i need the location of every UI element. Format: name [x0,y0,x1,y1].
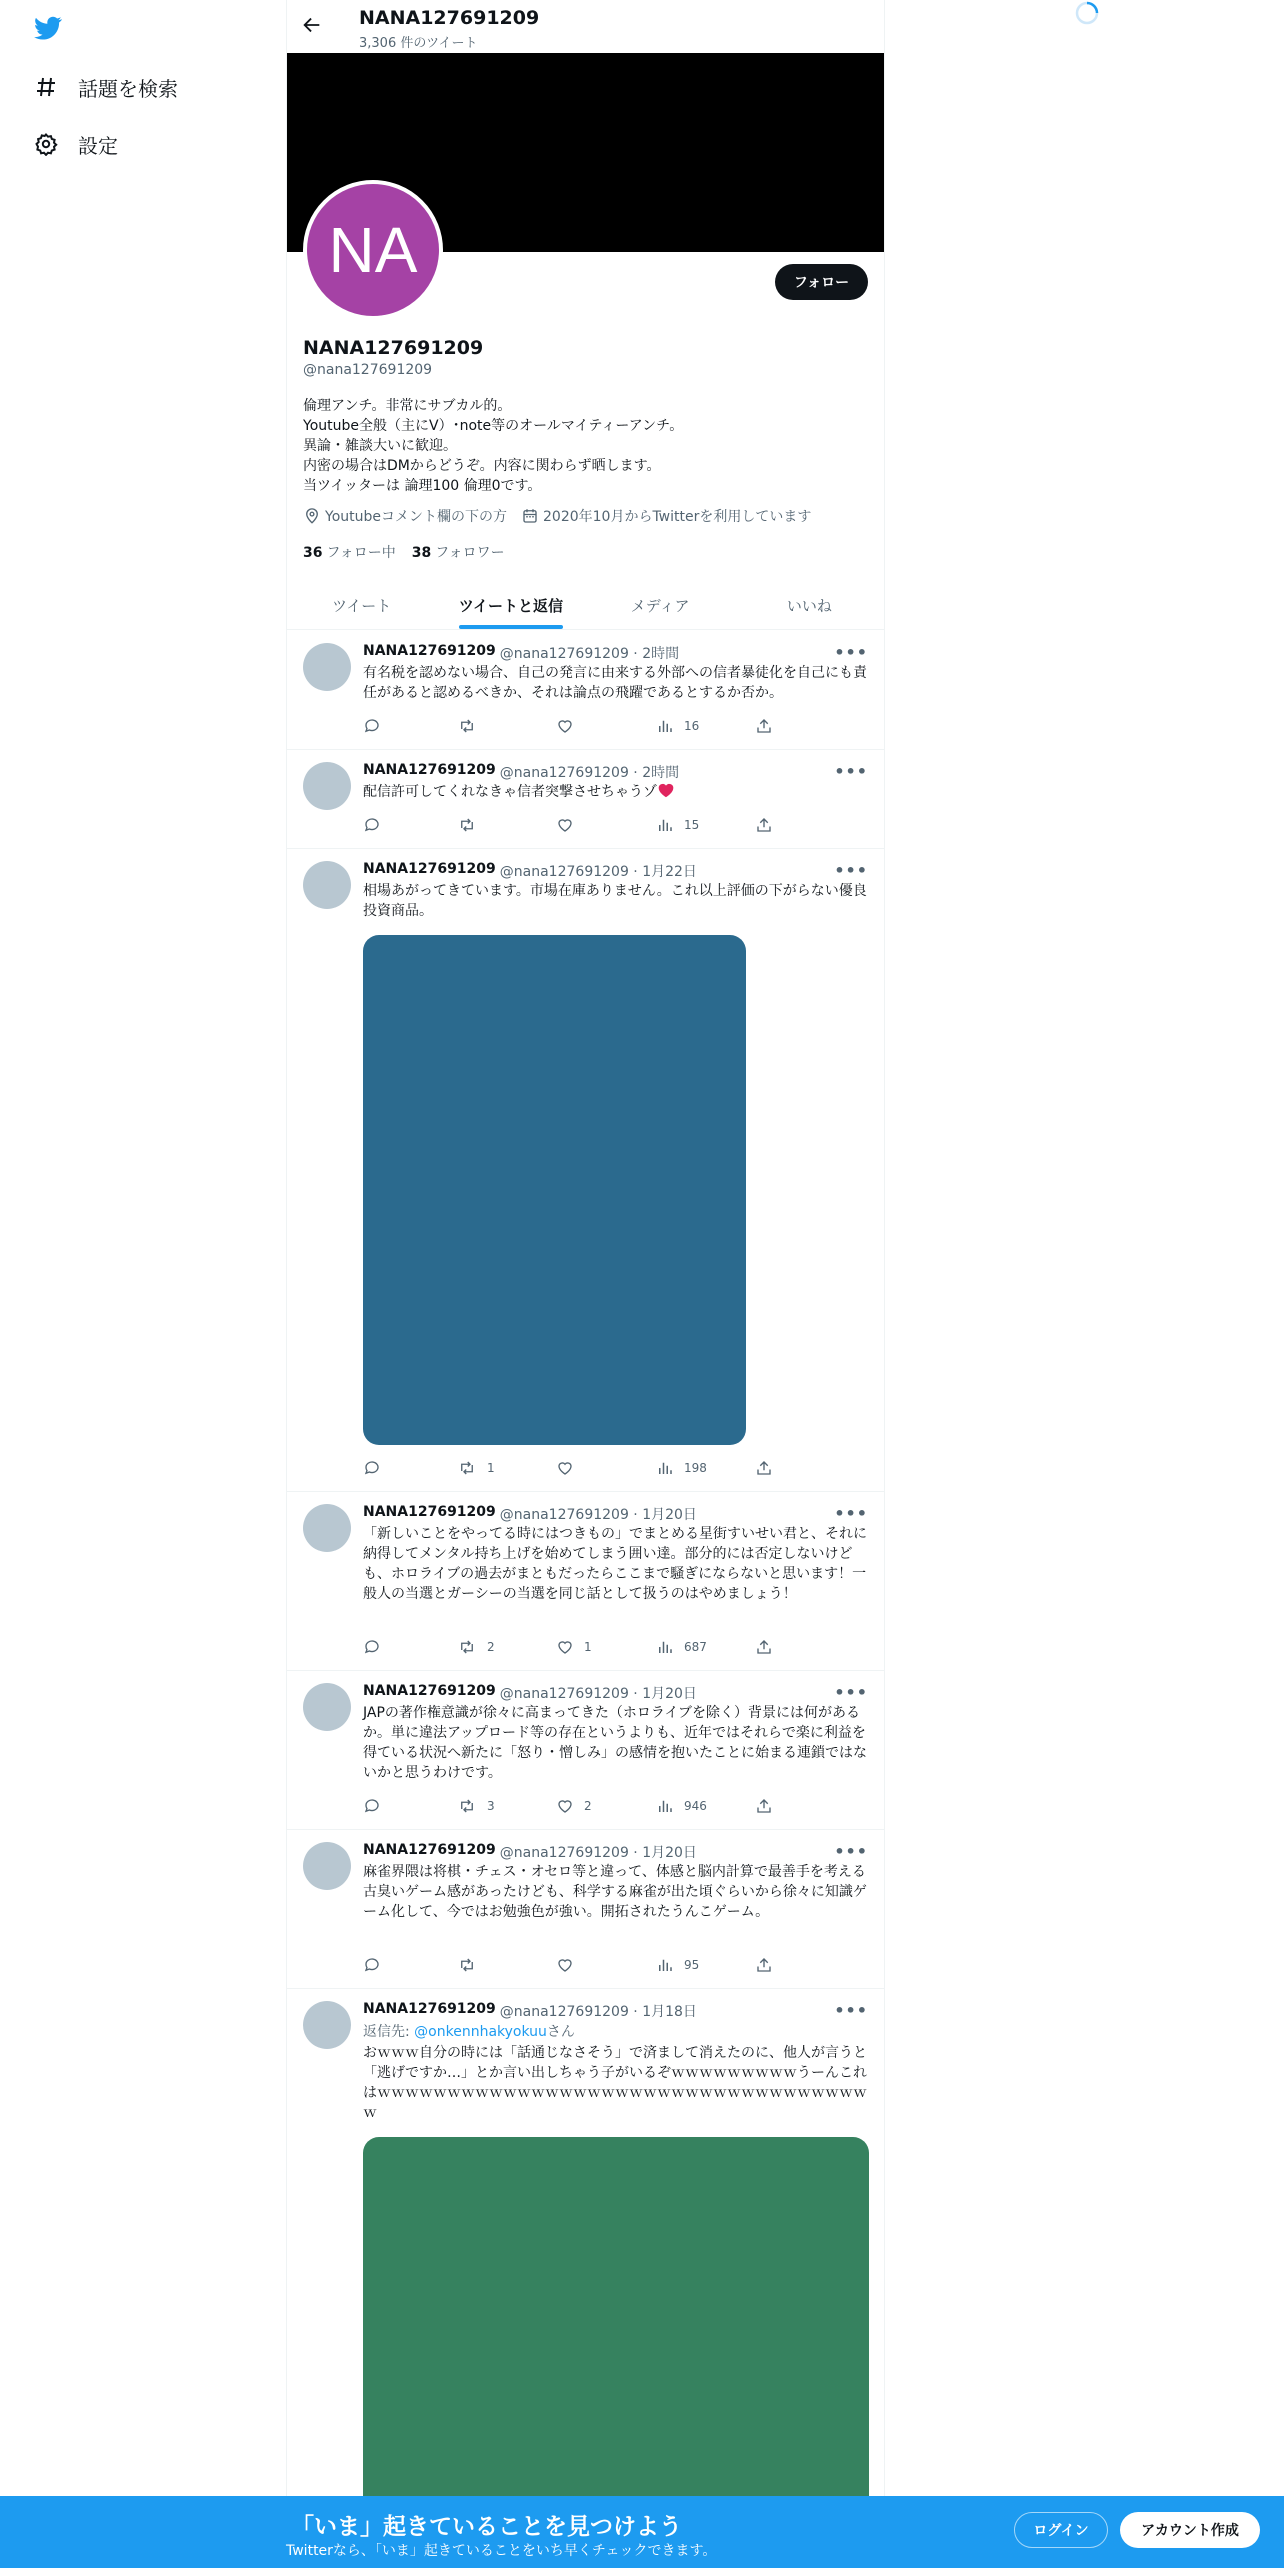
share-button[interactable] [755,717,783,735]
share-icon [755,1956,773,1974]
share-icon [755,717,773,735]
arrow-left-icon[interactable] [301,14,325,38]
like-button[interactable] [556,717,584,735]
tweet-actions [363,816,803,836]
reply-icon [363,1459,381,1477]
tweet-text: 有名税を認めない場合、自己の発言に由来する外部への信者暴徒化を自己にも責任があると認めるべきか、それは論点の飛躍であるとするか否か。 [363,665,867,701]
tweet-meta: @nana127691209 · 2時間 [499,646,680,662]
reply-context [363,2021,575,2041]
retweet-count: 1 [487,1461,495,1475]
tweet-text: JAPの著作権意識が徐々に高まってきた（ホロライブを除く）背景には何があるか。単に違法アップロード等の存在というよりも、近年ではそれらで楽に利益を得ている状況へ新たに「怒り・憎しみ」の感情を抱いたことに始まる連鎖ではないかと思うわけです。 [363,1705,867,1781]
more-icon[interactable]: ••• [834,1683,868,1702]
more-icon[interactable]: ••• [834,1842,868,1861]
share-icon [755,1797,773,1815]
retweet-button[interactable] [457,816,487,834]
followers-link[interactable] [412,542,505,562]
share-button[interactable] [755,816,783,834]
share-icon [755,1459,773,1477]
share-icon [755,1638,773,1656]
views-button[interactable] [656,1638,707,1656]
share-icon [755,816,773,834]
profile-handle: @nana127691209 [303,362,433,378]
more-icon[interactable]: ••• [834,2001,868,2020]
left-nav [0,0,286,2568]
tab-label: いいね [786,597,832,615]
tweet-header [363,1683,697,1703]
views-button[interactable] [656,717,699,735]
location-pin-icon [303,507,321,525]
retweet-button[interactable] [457,1956,487,1974]
views-icon [656,1956,674,1974]
tweet-actions [363,1797,803,1817]
views-button[interactable] [656,1459,707,1477]
heart-icon [556,1797,574,1815]
profile-bio [303,396,863,496]
view-count: 16 [684,719,700,733]
tweet-author[interactable]: NANA127691209 [363,861,496,877]
tweet[interactable] [287,1492,884,1671]
follow-button[interactable]: フォロー [775,264,868,300]
tweet-author[interactable]: NANA127691209 [363,643,496,659]
tweet-actions [363,1459,803,1479]
tweet-header [363,643,679,663]
share-button[interactable] [755,1956,783,1974]
profile-avatar[interactable]: NA [303,180,443,320]
like-button[interactable] [556,1956,584,1974]
profile-joined [521,506,811,526]
retweet-button[interactable] [457,1638,495,1656]
more-icon[interactable]: ••• [834,762,868,781]
reply-button[interactable] [363,816,391,834]
heart-icon [556,1638,574,1656]
reply-button[interactable] [363,1797,391,1815]
views-icon [656,717,674,735]
avatar[interactable] [303,861,351,909]
tweet-meta: @nana127691209 · 1月20日 [499,1845,697,1861]
reply-icon [363,717,381,735]
more-icon[interactable]: ••• [834,643,868,662]
bio-line: 内密の場合はDMからどうぞ。内容に関わらず晒します。 [303,458,661,474]
reply-button[interactable] [363,1638,391,1656]
tweet[interactable] [287,1830,884,1989]
tweet-meta: @nana127691209 · 2時間 [499,765,680,781]
tweet-text-body: 配信許可してくれなきゃ信者突撃させちゃうゾ [363,784,657,800]
location-text: Youtubeコメント欄の下の方 [325,509,507,525]
nav-explore[interactable] [32,67,178,107]
retweet-count: 2 [487,1640,495,1654]
bio-line: 異論・雑談大いに歓迎。 [303,438,457,454]
tweet[interactable] [287,849,884,1492]
tweet-text: 「新しいことをやってる時にはつきもの」でまとめる星街すいせい君と、それに納得してメンタル持ち上げを始めてしまう囲い達。部分的には否定しないけども、ホロライブの過去がまともだったらここまで騒ぎにならないと思います！一般人の当選とガーシーの当選を同じ話として扱うのはやめましょう！ [363,1526,867,1602]
retweet-icon [457,1638,477,1656]
avatar[interactable] [303,643,351,691]
more-icon[interactable]: ••• [834,1504,868,1523]
reply-mention-link[interactable]: @onkennhakyokuu [414,2024,547,2040]
joined-text: 2020年10月からTwitterを利用しています [543,509,812,525]
more-icon[interactable]: ••• [834,861,868,880]
profile-meta [303,506,825,526]
tweet-author[interactable]: NANA127691209 [363,1504,496,1520]
reply-icon [363,1956,381,1974]
bio-line: Youtube全般（主にV）･note等のオールマイティーアンチ。 [303,418,684,434]
gear-icon [32,130,60,158]
tweet-text: おｗｗｗ自分の時には「話通じなさそう」で済まして消えたのに、他人が言うと「逃げですか…」とか言い出しちゃう子がいるぞｗｗｗｗｗｗｗｗｗうーんこれはｗｗｗｗｗｗｗｗｗｗｗｗｗｗｗｗｗｗｗｗｗｗｗｗｗｗｗｗｗｗｗｗｗｗｗｗ [363,2045,867,2121]
share-button[interactable] [755,1797,783,1815]
tweet-actions [363,717,803,737]
tweet-author[interactable]: NANA127691209 [363,762,496,778]
banner-title: 「いま」起きていることを見つけよう [291,2514,682,2540]
calendar-icon [521,507,539,525]
views-icon [656,1797,674,1815]
heart-icon [556,816,574,834]
views-button[interactable] [656,1956,699,1974]
spinner-icon [1074,0,1100,26]
bio-line: 当ツイッターは 論理100 倫理0です。 [303,478,542,494]
retweet-count: 3 [487,1799,495,1813]
signup-banner [0,2496,1284,2568]
avatar[interactable] [303,1504,351,1552]
login-button[interactable]: ログイン [1014,2512,1108,2548]
reply-button[interactable] [363,1956,391,1974]
reply-icon [363,816,381,834]
following-link[interactable] [303,542,396,562]
retweet-icon [457,1797,477,1815]
main-column [286,0,885,2568]
reply-suffix: さん [546,2024,575,2040]
tweet[interactable] [287,631,884,750]
tweet-header [363,1842,697,1862]
views-icon [656,816,674,834]
avatar[interactable] [303,2001,351,2049]
view-count: 15 [684,818,700,832]
view-count: 687 [684,1640,707,1654]
view-count: 95 [684,1958,700,1972]
profile-tabs [287,582,884,630]
views-icon [656,1459,674,1477]
profile-name: NANA127691209 [303,337,484,359]
following-label: フォロー中 [326,545,396,561]
tweet-meta: @nana127691209 · 1月22日 [499,864,697,880]
profile-location [303,506,507,526]
views-button[interactable] [656,1797,707,1815]
retweet-button[interactable] [457,1459,495,1477]
nav-explore-label: 話題を検索 [78,76,178,101]
avatar[interactable] [303,1683,351,1731]
like-button[interactable] [556,1797,592,1815]
retweet-button[interactable] [457,717,487,735]
like-button[interactable] [556,816,584,834]
tweet-text: 麻雀界隈は将棋・チェス・オセロ等と違って、体感と脳内計算で最善手を考える古臭いゲーム感があったけども、科学する麻雀が出た頃ぐらいから徐々に知識ゲーム化して、今ではお勉強色が強い。開拓されたうんこゲーム。 [363,1864,867,1920]
reply-button[interactable] [363,717,391,735]
view-count: 946 [684,1799,707,1813]
signup-button[interactable]: アカウント作成 [1120,2512,1260,2548]
retweet-icon [457,816,477,834]
nav-settings-label: 設定 [78,133,118,158]
tweet-header [363,2001,697,2021]
following-count: 36 [303,545,323,561]
view-count: 198 [684,1461,707,1475]
reply-icon [363,1638,381,1656]
tab-tweets-and-replies[interactable] [436,582,585,629]
reply-prefix: 返信先: [363,2024,415,2040]
tweet-actions [363,1638,803,1658]
tab-tweets[interactable] [287,582,436,629]
banner-subtitle: Twitterなら、「いま」起きていることをいち早くチェックできます。 [286,2543,717,2559]
twitter-bird-icon[interactable] [32,14,66,44]
tweet-author[interactable]: NANA127691209 [363,1683,496,1699]
share-button[interactable] [755,1459,783,1477]
tab-label: ツイートと返信 [458,597,563,615]
reply-button[interactable] [363,1459,391,1477]
tweet-meta: @nana127691209 · 1月18日 [499,2004,697,2020]
tweet[interactable] [287,1671,884,1830]
profile-header-bar [287,0,884,53]
heart-icon [556,1956,574,1974]
tweet-header [363,1504,697,1524]
like-count: 2 [584,1799,592,1813]
followers-label: フォロワー [435,545,505,561]
tweet-media-image[interactable] [363,2137,869,2517]
tweet-text [363,782,869,802]
followers-count: 38 [411,545,432,561]
like-button[interactable] [556,1638,592,1656]
hashtag-icon [32,73,60,101]
tab-media[interactable] [586,582,735,629]
tweet-author[interactable]: NANA127691209 [363,2001,496,2017]
like-count: 1 [584,1640,592,1654]
tweet-meta: @nana127691209 · 1月20日 [499,1686,697,1702]
tweet-count: 3,306 件のツイート [359,36,478,51]
like-button[interactable] [556,1459,584,1477]
views-button[interactable] [656,816,699,834]
tweet[interactable] [287,1989,884,2568]
follow-stats [303,542,521,562]
tweet-author[interactable]: NANA127691209 [363,1842,496,1858]
tweet-header [363,861,697,881]
avatar[interactable] [303,762,351,810]
retweet-icon [457,1459,477,1477]
share-button[interactable] [755,1638,783,1656]
heart-emoji-icon [657,782,675,798]
tweet-actions [363,1956,803,1976]
bio-line: 倫理アンチ。非常にサブカル的。 [303,398,512,414]
reply-icon [363,1797,381,1815]
tweet-header [363,762,679,782]
tab-label: メディア [630,597,690,615]
tweet-text: 相場あがってきています。市場在庫ありません。これ以上評価の下がらない優良投資商品。 [363,883,867,919]
tweet-media-image[interactable] [363,935,746,1445]
retweet-icon [457,717,477,735]
heart-icon [556,1459,574,1477]
tweet[interactable] [287,750,884,849]
tab-likes[interactable] [735,582,884,629]
heart-icon [556,717,574,735]
retweet-button[interactable] [457,1797,495,1815]
page-title: NANA127691209 [359,7,540,29]
nav-settings[interactable] [32,124,118,164]
views-icon [656,1638,674,1656]
avatar[interactable] [303,1842,351,1890]
retweet-icon [457,1956,477,1974]
tweet-meta: @nana127691209 · 1月20日 [499,1507,697,1523]
active-tab-indicator [459,625,563,629]
tab-label: ツイート [331,597,392,615]
